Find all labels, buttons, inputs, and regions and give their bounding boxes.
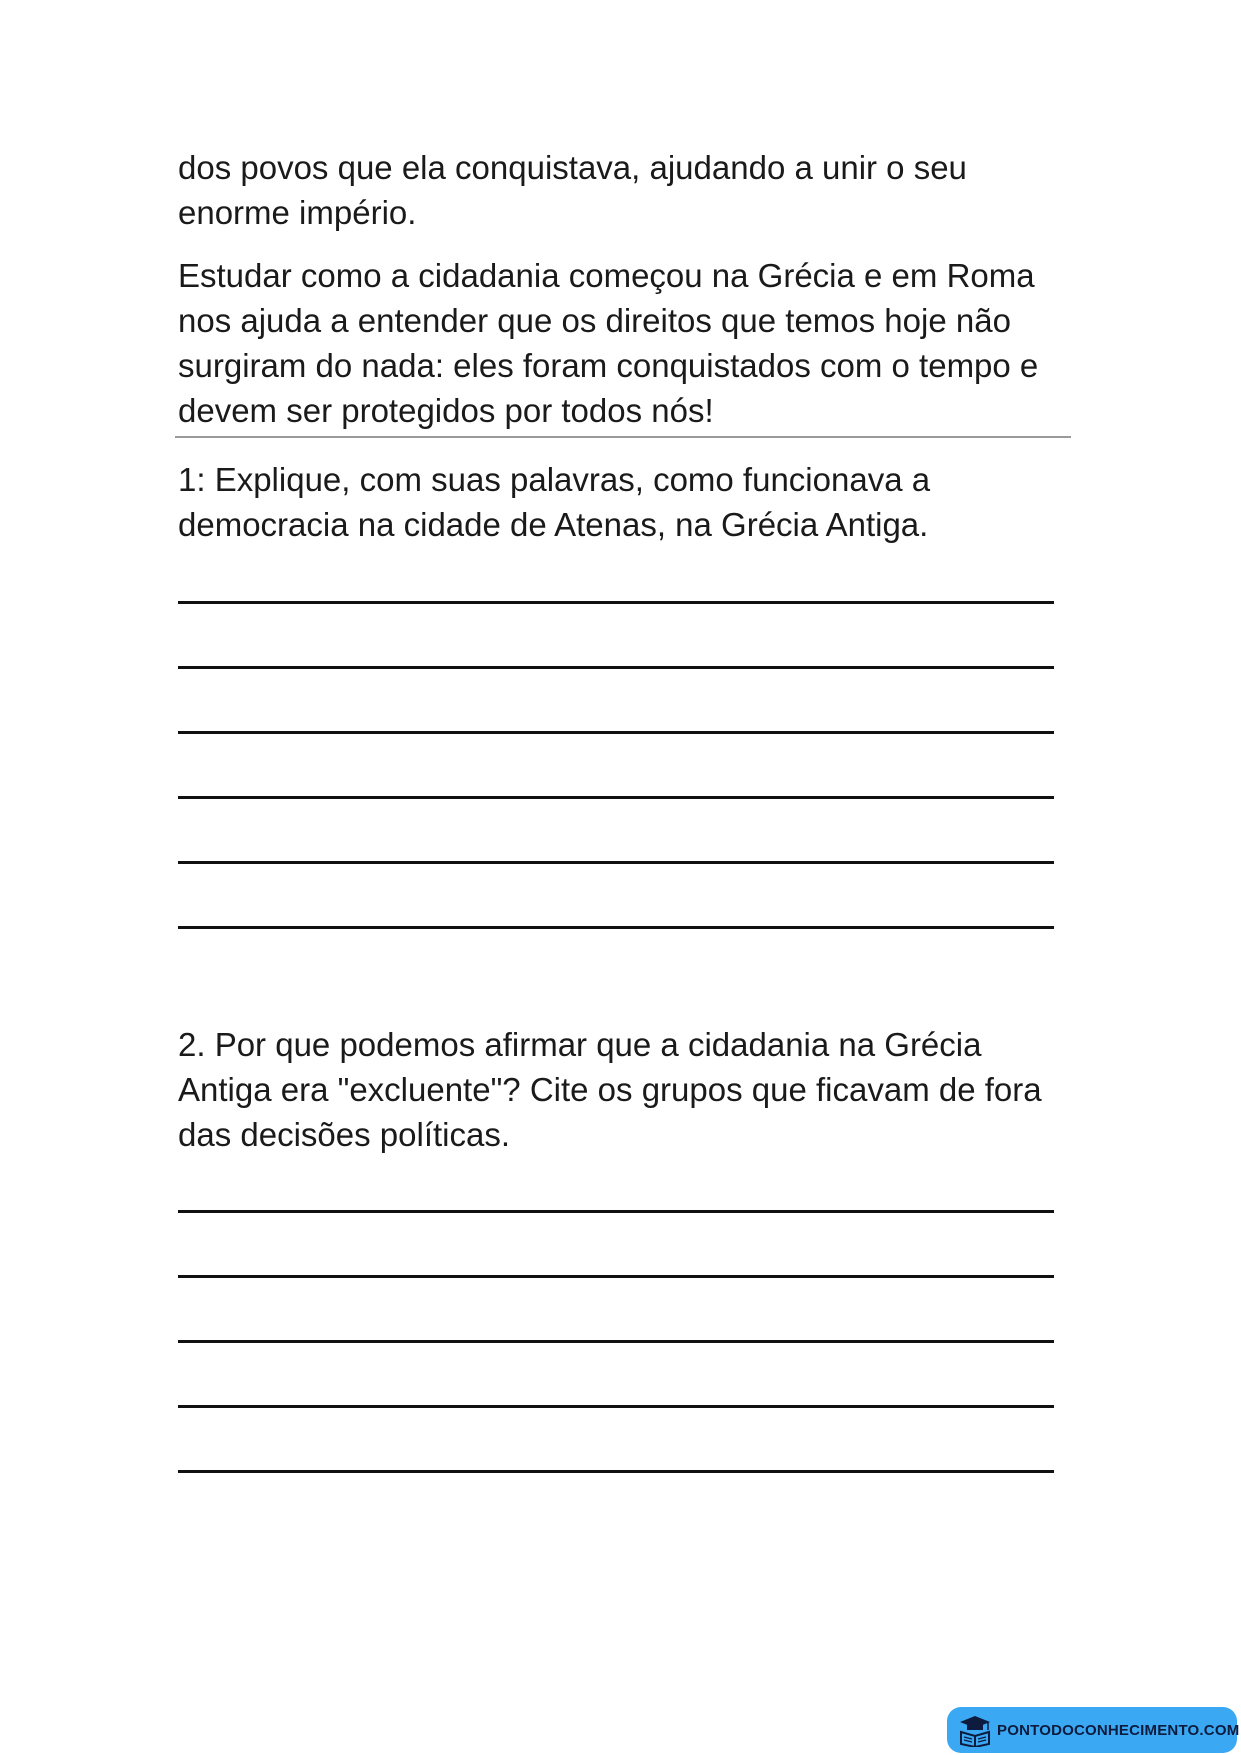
badge-text: PONTODOCONHECIMENTO.COM (997, 1721, 1240, 1739)
answer-line-q2-2[interactable] (178, 1275, 1054, 1278)
answer-line-q1-5[interactable] (178, 861, 1054, 864)
answer-line-q1-3[interactable] (178, 731, 1054, 734)
section-divider (175, 436, 1071, 438)
answer-line-q2-1[interactable] (178, 1210, 1054, 1213)
answer-line-q1-2[interactable] (178, 666, 1054, 669)
answer-line-q1-6[interactable] (178, 926, 1054, 929)
answer-line-q1-4[interactable] (178, 796, 1054, 799)
graduation-book-icon (957, 1713, 993, 1747)
question-2: 2. Por que podemos afirmar que a cidadania na Grécia Antiga era "excluente"? Cite os grupos que ficavam de fora das decisões políticas. (178, 1026, 1042, 1153)
answer-line-q2-5[interactable] (178, 1470, 1054, 1473)
site-badge[interactable] (947, 1707, 1240, 1753)
intro-text (178, 145, 1058, 433)
intro-paragraph-1: dos povos que ela conquistava, ajudando a unir o seu enorme império. (178, 149, 967, 231)
answer-line-q2-3[interactable] (178, 1340, 1054, 1343)
intro-paragraph-2: Estudar como a cidadania começou na Grécia e em Roma nos ajuda a entender que os direitos que temos hoje não surgiram do nada: eles foram conquistados com o tempo e devem ser protegidos por todos nós! (178, 257, 1039, 429)
answer-line-q2-4[interactable] (178, 1405, 1054, 1408)
question-1: 1: Explique, com suas palavras, como funcionava a democracia na cidade de Atenas, na Grécia Antiga. (178, 461, 931, 543)
answer-line-q1-1[interactable] (178, 601, 1054, 604)
